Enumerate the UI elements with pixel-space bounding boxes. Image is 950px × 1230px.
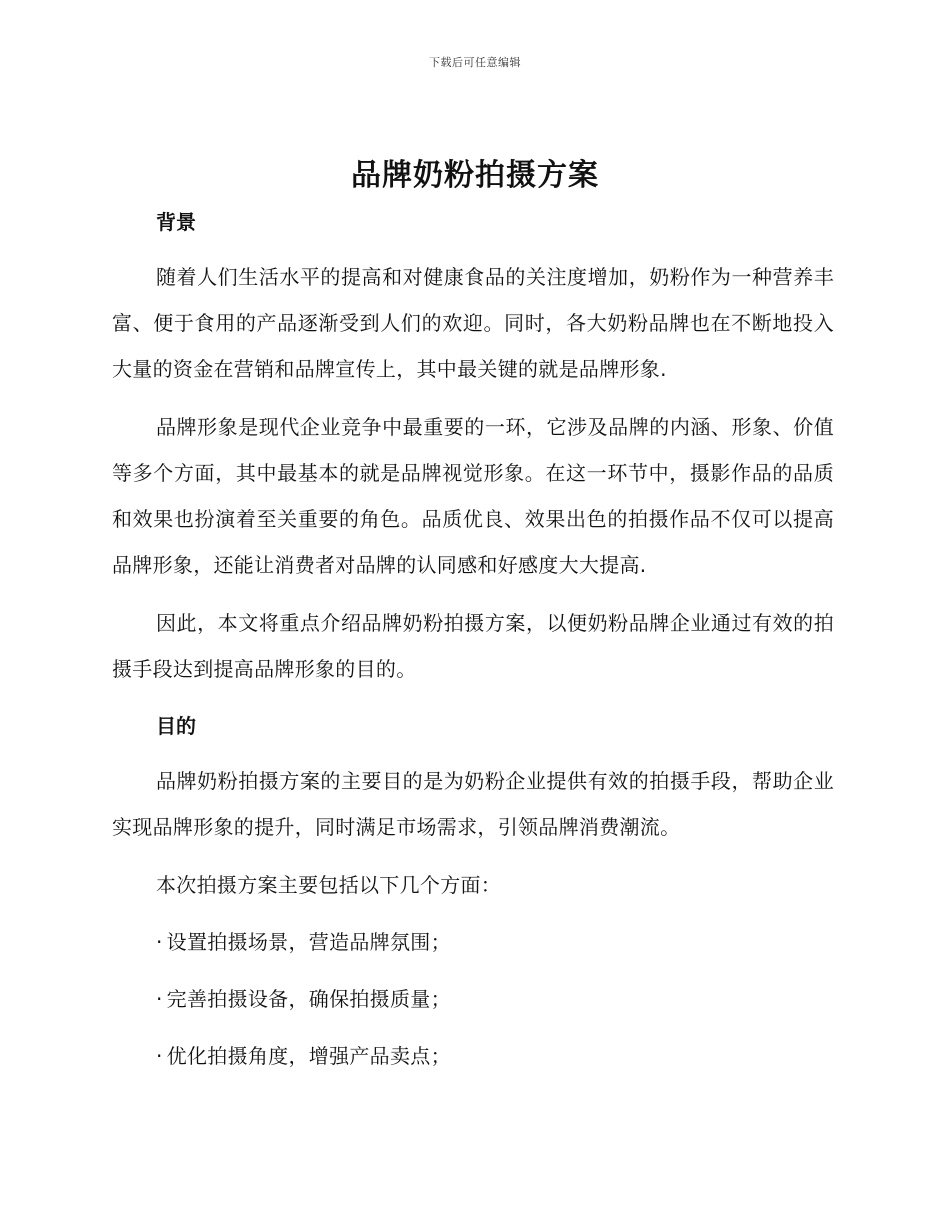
purpose-paragraph: 本次拍摄方案主要包括以下几个方面： (156, 873, 502, 897)
bullet-dot-icon: · (156, 1044, 163, 1068)
purpose-paragraph: 品牌奶粉拍摄方案的主要目的是为奶粉企业提供有效的拍摄手段，帮助企业实现品牌形象的提升，同时满足市场需求，引领品牌消费潮流。 (112, 769, 834, 839)
background-paragraph: 品牌形象是现代企业竞争中最重要的一环，它涉及品牌的内涵、形象、价值等多个方面，其中最基本的就是品牌视觉形象。在这一环节中，摄影作品的品质和效果也扮演着至关重要的角色。品质优良、效果出色的拍摄作品不仅可以提高品牌形象，还能让消费者对品牌的认同感和好感度大大提高. (112, 415, 834, 577)
list-item-text: 完善拍摄设备，确保拍摄质量； (166, 987, 451, 1011)
section-heading-background: 背景 (156, 210, 196, 234)
list-item-text: 优化拍摄角度，增强产品卖点； (166, 1044, 451, 1068)
background-paragraph: 因此，本文将重点介绍品牌奶粉拍摄方案，以便奶粉品牌企业通过有效的拍摄手段达到提高品牌形象的目的。 (112, 611, 834, 681)
list-item (156, 1033, 834, 1079)
plan-bullet-list (112, 919, 834, 1079)
background-paragraph: 随着人们生活水平的提高和对健康食品的关注度增加，奶粉作为一种营养丰富、便于食用的产品逐渐受到人们的欢迎。同时，各大奶粉品牌也在不断地投入大量的资金在营销和品牌宣传上，其中最关键的就是品牌形象. (112, 265, 834, 381)
bullet-dot-icon: · (156, 987, 163, 1011)
header-note: 下载后可任意编辑 (429, 56, 521, 69)
bullet-dot-icon: · (156, 930, 163, 954)
document-title: 品牌奶粉拍摄方案 (351, 158, 599, 193)
section-heading-purpose: 目的 (156, 714, 196, 738)
document-body (112, 202, 834, 1079)
list-item-text: 设置拍摄场景，营造品牌氛围； (166, 930, 451, 954)
list-item (156, 976, 834, 1022)
list-item (156, 919, 834, 965)
